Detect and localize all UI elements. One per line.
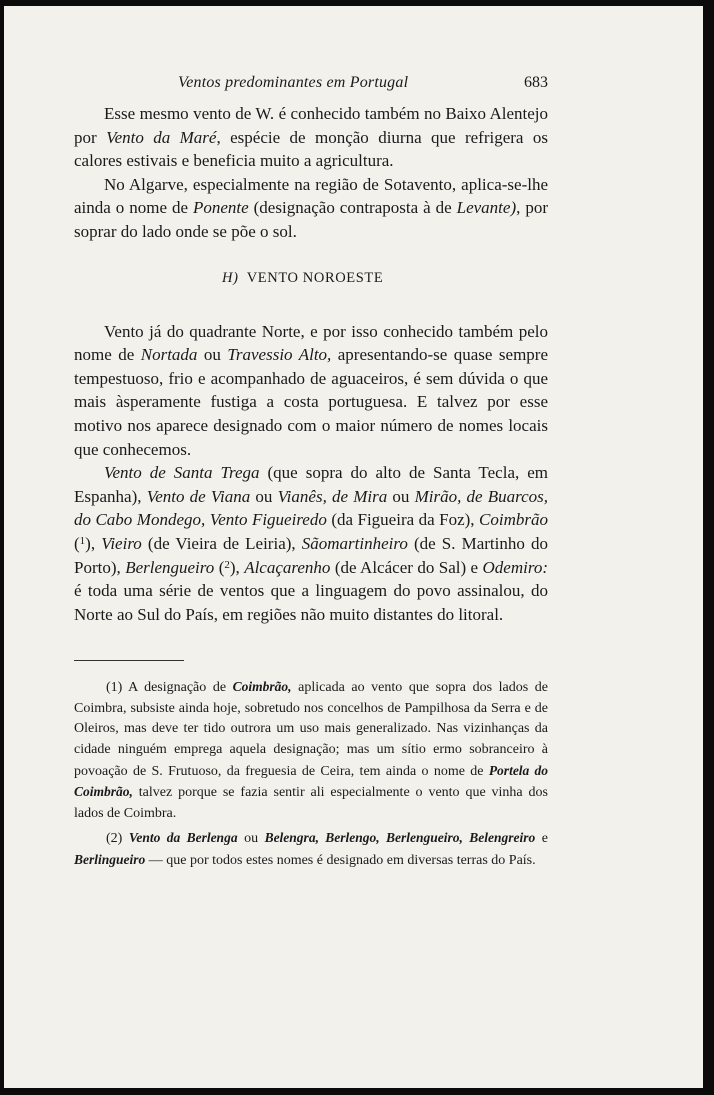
- text-run: Vento já do quadrante Norte, e por isso conhecido também pelo nome de: [74, 321, 548, 365]
- italic-term: Odemiro:: [482, 557, 548, 577]
- text-run: e: [535, 831, 549, 847]
- text-run: (de Vieira de Leiria),: [141, 533, 302, 553]
- italic-term: Berlingueiro: [74, 852, 146, 868]
- text-run: (de S. Martinho do Porto),: [74, 533, 548, 577]
- footnote-divider: [74, 660, 184, 661]
- section-title: VENTO NOROESTE: [246, 269, 384, 286]
- text-run: ),: [85, 533, 102, 553]
- italic-term: Levante): [456, 198, 517, 218]
- italic-term: Berlengueiro: [125, 557, 215, 577]
- text-run: talvez porque se fazia sentir ali especialmente o vento que vinha dos lados de Coimbra.: [74, 785, 548, 821]
- text-run: (: [214, 557, 225, 577]
- italic-term: Vento da Maré: [106, 127, 217, 147]
- text-run: — que por todos estes nomes é designado em diversas terras do País.: [145, 853, 536, 869]
- book-page: [4, 6, 703, 1088]
- italic-term: Ponente: [192, 198, 249, 218]
- footnote-mark: (2): [106, 831, 123, 847]
- text-run: ou: [197, 345, 228, 365]
- italic-term: Vento de Santa Trega: [104, 463, 260, 483]
- text-run: , por soprar do lado onde se põe o sol.: [74, 198, 548, 241]
- italic-term: Coimbrão,: [232, 679, 292, 695]
- text-run: Esse mesmo vento de W. é conhecido também no Baixo Alentejo por: [74, 104, 548, 147]
- paragraph-local-names: [74, 461, 548, 626]
- text-run: A designação de: [122, 680, 233, 696]
- footnote-2: [74, 828, 548, 871]
- text-run: apresentando-se quase sempre tempestuoso, frio e acompanhado de aguaceiros, é sem dúvida o que mais àsperamente fustiga a costa portuguesa. E talvez por esse motivo nos aparece designado com o maior número de nomes locais que conhecemos.: [74, 345, 548, 459]
- text-run: (designação contraposta à de: [248, 198, 457, 218]
- italic-term: Nortada: [140, 345, 198, 365]
- text-run: , espécie de monção diurna que refrigera os calores estivais e beneficia muito a agricultura.: [74, 127, 548, 171]
- text-run: No Algarve, especialmente na região de Sotavento, aplica-se-lhe ainda o nome de: [74, 174, 548, 218]
- footnote-mark: (1): [106, 680, 123, 696]
- text-run: é toda uma série de ventos que a linguagem do povo assinalou, do Norte ao Sul do País, em regiões não muito distantes do litoral.: [74, 581, 548, 624]
- section-letter: H): [222, 269, 239, 286]
- italic-term: Vento de Viana: [146, 486, 251, 506]
- text-run: ou: [387, 486, 415, 506]
- page-content: [74, 66, 548, 872]
- italic-term: Travessio Alto,: [227, 345, 332, 365]
- italic-term: Alcaçarenho: [244, 557, 331, 577]
- paragraph-algarve: [74, 173, 548, 244]
- page-number: 683: [524, 74, 548, 91]
- footnote-ref-2[interactable]: 2: [224, 558, 230, 571]
- italic-term: Vento da Berlenga: [128, 830, 238, 846]
- text-run: aplicada ao vento que sopra dos lados de Coimbra, subsiste ainda hoje, sobretudo nos concelhos de Pampilhosa da Serra e de Oleiros, mas deve ter tido outrora um uso mais generalizado. Nas vizinhanças da cidade ninguém emprega aquela designação; mas um sítio ermo sobranceiro à povoação de S. Frutuoso, da freguesia de Ceira, tem ainda o nome de: [74, 680, 548, 779]
- italic-term: Belengra, Berlengo, Berlengueiro, Belengreiro: [264, 830, 536, 846]
- paragraph-vento-norte: [74, 320, 548, 462]
- italic-term: Mirão, de Buarcos, do Cabo Mondego, Vento Figueiredo: [74, 486, 549, 530]
- text-run: ou: [237, 831, 265, 847]
- text-run: (de Alcácer do Sal) e: [330, 557, 483, 577]
- italic-term: Portela do Coimbrão,: [74, 762, 549, 800]
- italic-term: Sãomartinheiro: [301, 533, 408, 553]
- footnote-ref-1[interactable]: 1: [79, 534, 86, 547]
- footnote-1: [74, 677, 548, 824]
- body-text: [74, 102, 548, 626]
- text-run: (que sopra do alto de Santa Tecla, em Espanha),: [74, 463, 548, 506]
- text-run: ),: [229, 557, 245, 577]
- running-head-title: Ventos predominantes em Portugal: [178, 74, 409, 91]
- text-run: (da Figueira da Foz),: [326, 510, 480, 530]
- text-run: (: [74, 533, 80, 553]
- text-run: ou: [250, 486, 278, 506]
- section-heading: [74, 270, 548, 287]
- running-head: [74, 66, 548, 102]
- italic-term: Vieiro: [101, 533, 142, 553]
- paragraph-vento-da-mare: [74, 102, 548, 173]
- italic-term: Vianês, de Mira: [277, 486, 388, 506]
- footnotes: [74, 677, 548, 871]
- italic-term: Coimbrão: [479, 510, 548, 530]
